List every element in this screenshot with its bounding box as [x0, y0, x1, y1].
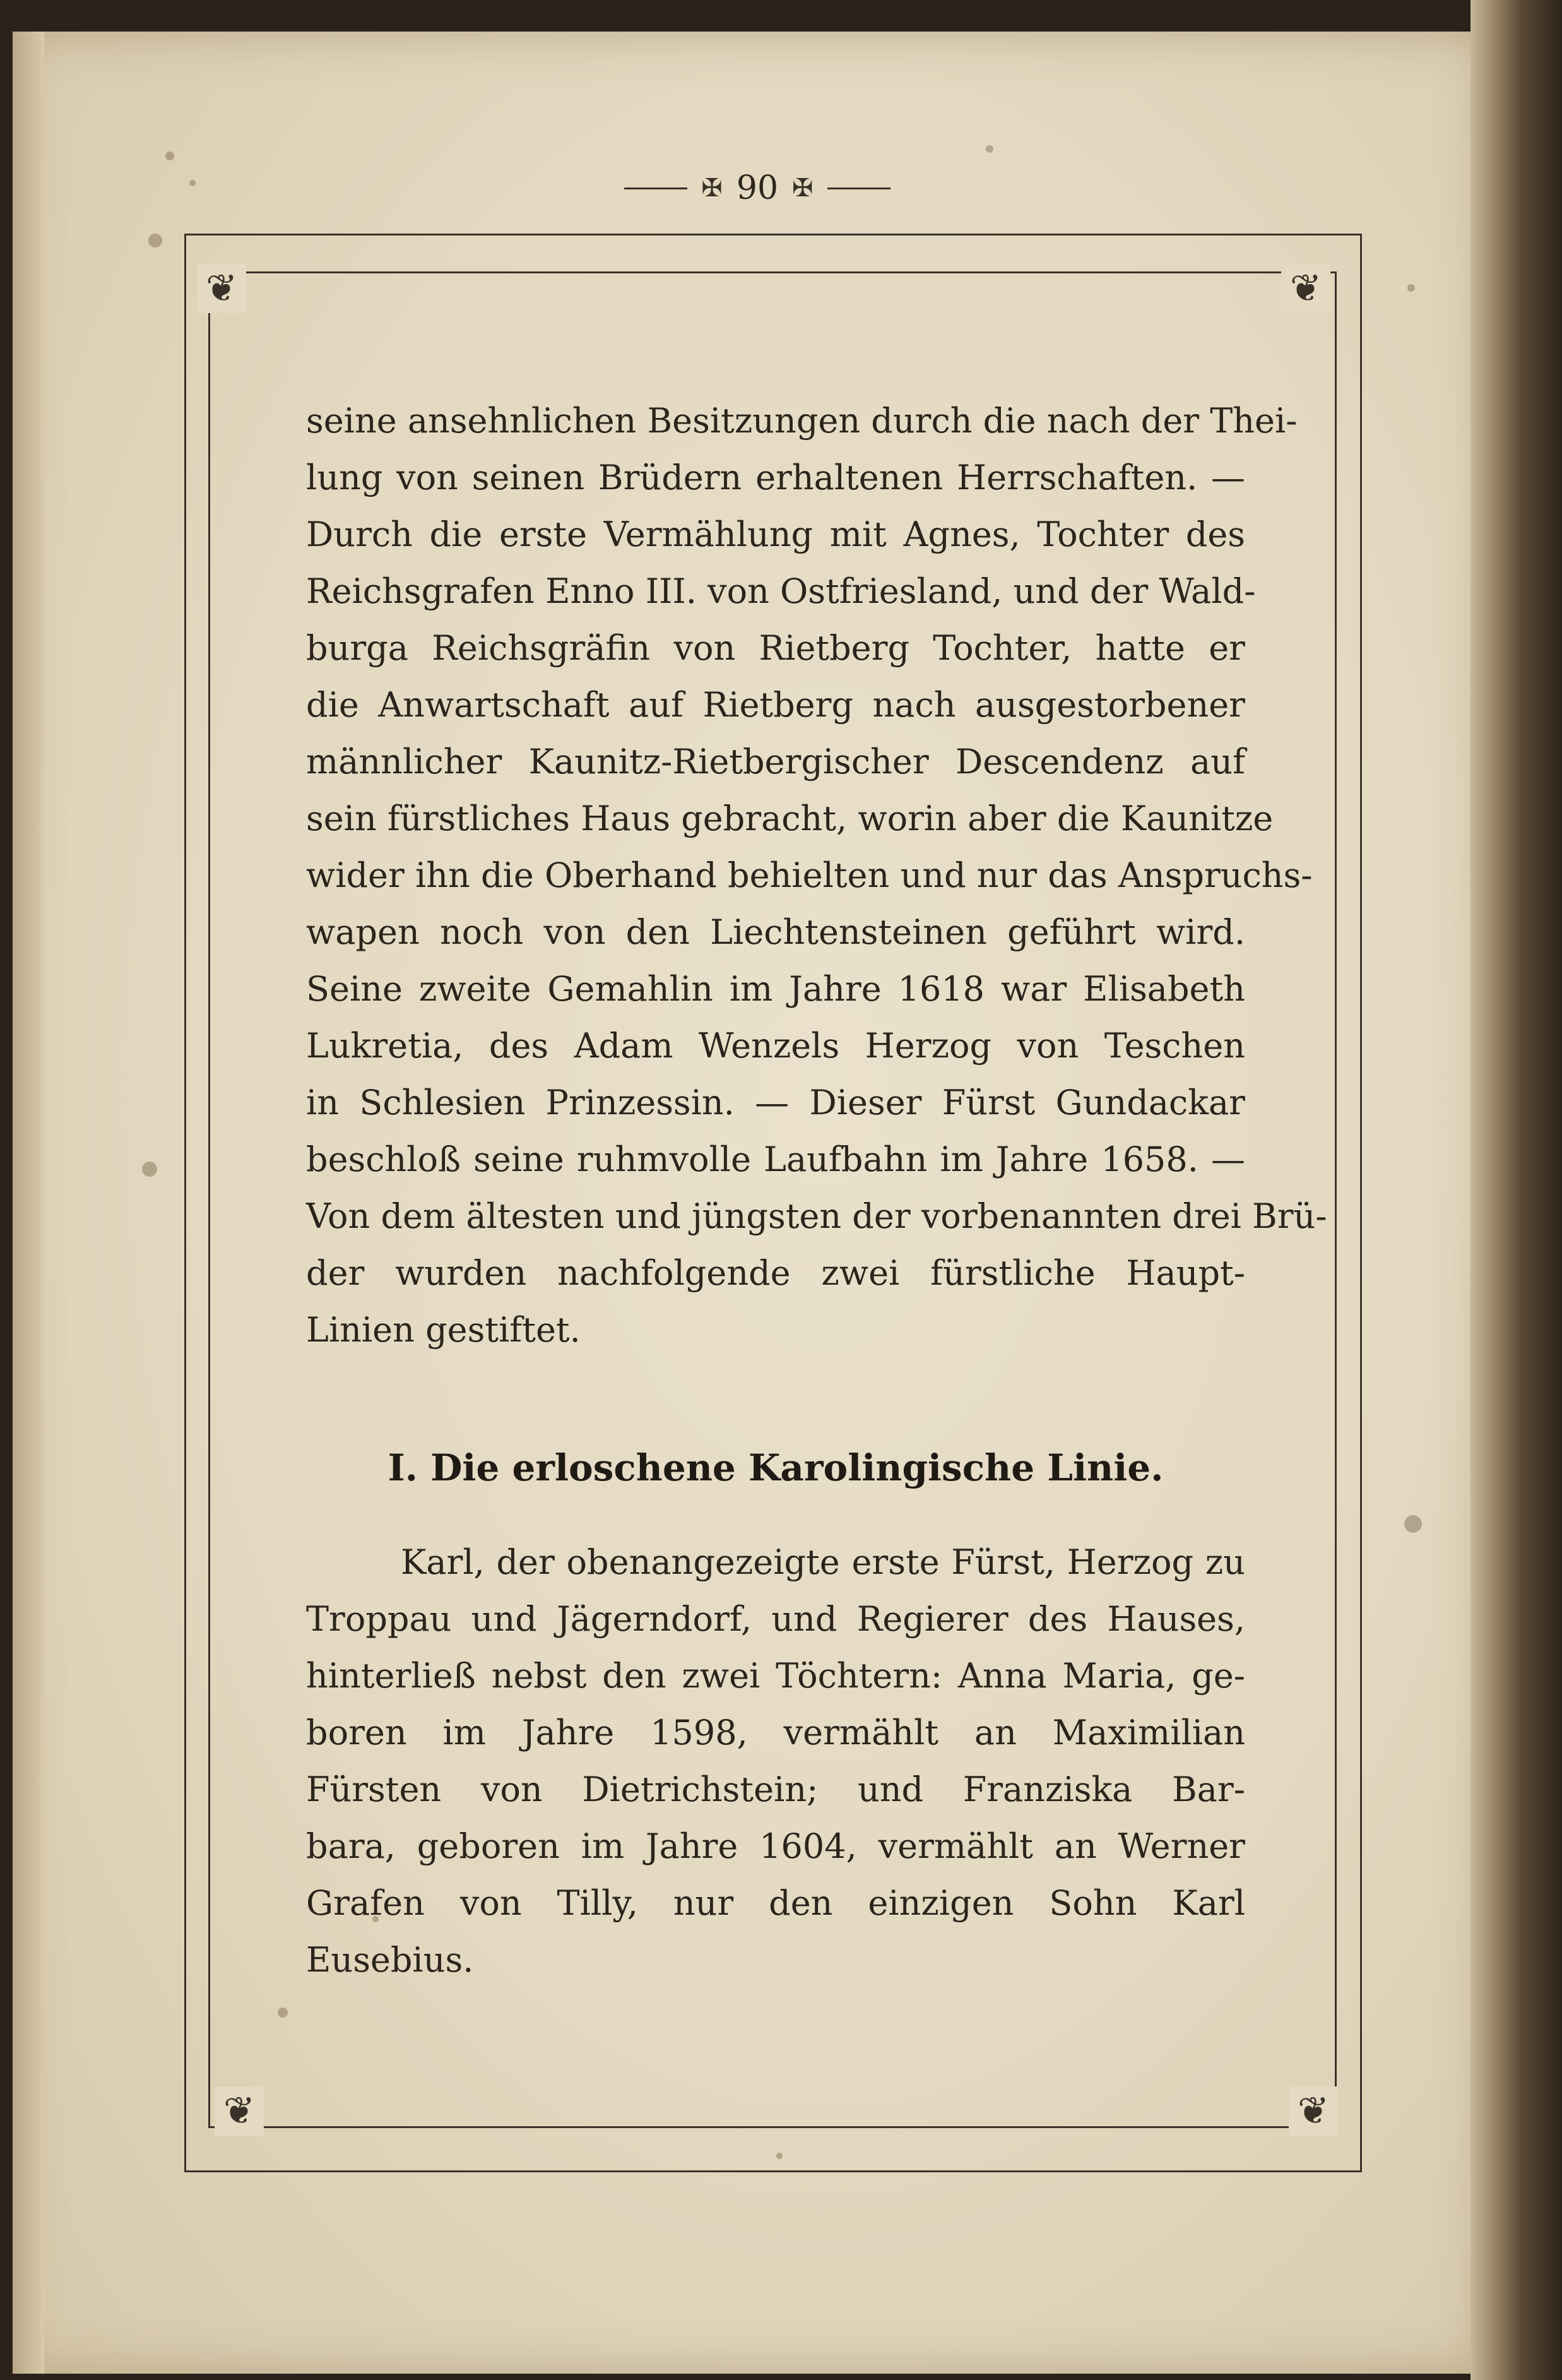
text-line: die Anwartschaft auf Rietberg nach ausgestorbener [306, 685, 1245, 725]
foxing-spot [1407, 284, 1415, 292]
text-line: Durch die erste Vermählung mit Agnes, Tochter des [306, 515, 1245, 554]
corner-ornament-icon: ❦ [1281, 264, 1330, 313]
text-line: wapen noch von den Liechtensteinen geführt wird. [306, 912, 1245, 952]
text-line: wider ihn die Oberhand behielten und nur das Anspruchs- [306, 855, 1313, 895]
text-line: Lukretia, des Adam Wenzels Herzog von Teschen [306, 1026, 1245, 1066]
text-line: lung von seinen Brüdern erhaltenen Herrschaften. — [306, 458, 1245, 497]
page-gutter [13, 32, 44, 2374]
corner-ornament-icon: ❦ [215, 2086, 264, 2136]
foxing-spot [142, 1162, 157, 1177]
text-line: Linien gestiftet. [306, 1310, 581, 1350]
text-line: der wurden nachfolgende zwei fürstliche Haupt- [306, 1253, 1245, 1293]
text-line: burga Reichsgräfin von Rietberg Tochter, hatte er [306, 628, 1245, 668]
foxing-spot [986, 145, 993, 153]
foxing-spot [1404, 1515, 1422, 1533]
text-line: Seine zweite Gemahlin im Jahre 1618 war Elisabeth [306, 969, 1245, 1009]
text-line: hinterließ nebst den zwei Töchtern: Anna Maria, ge- [306, 1656, 1245, 1696]
header-rule-left [624, 187, 687, 189]
text-line: Von dem ältesten und jüngsten der vorbenannten drei Brü- [306, 1196, 1327, 1236]
foxing-spot [189, 180, 196, 186]
text-line: Karl, der obenangezeigte erste Fürst, Herzog zu [401, 1542, 1245, 1582]
header-rule-right [827, 187, 890, 189]
page-header [593, 169, 921, 207]
text-line: männlicher Kaunitz-Rietbergischer Descendenz auf [306, 742, 1245, 782]
section-heading: I. Die erloschene Karolingische Linie. [388, 1446, 1164, 1489]
corner-ornament-icon: ❦ [1289, 2086, 1338, 2136]
text-line: boren im Jahre 1598, vermählt an Maximilian [306, 1713, 1245, 1752]
ornament-right-icon: ✠ [792, 174, 814, 203]
text-line: in Schlesien Prinzessin. — Dieser Fürst Gundackar [306, 1083, 1245, 1122]
text-line: Grafen von Tilly, nur den einzigen Sohn Karl [306, 1883, 1245, 1923]
text-line: Reichsgrafen Enno III. von Ostfriesland, und der Wald- [306, 571, 1256, 611]
corner-ornament-icon: ❦ [197, 264, 246, 313]
text-line: Troppau und Jägerndorf, und Regierer des Hauses, [306, 1599, 1245, 1639]
text-line: seine ansehnlichen Besitzungen durch die nach der Thei- [306, 401, 1298, 441]
page-number: 90 [736, 169, 779, 207]
text-line: Eusebius. [306, 1940, 474, 1980]
text-line: sein fürstliches Haus gebracht, worin aber die Kaunitze [306, 799, 1274, 838]
ornament-left-icon: ✠ [701, 174, 723, 203]
foxing-spot [148, 234, 162, 247]
text-line: beschloß seine ruhmvolle Laufbahn im Jahre 1658. — [306, 1139, 1245, 1179]
book-spine-edge [1470, 0, 1562, 2380]
foxing-spot [165, 152, 174, 160]
text-line: Fürsten von Dietrichstein; und Franziska Bar- [306, 1770, 1245, 1809]
text-line: bara, geboren im Jahre 1604, vermählt an Werner [306, 1826, 1245, 1866]
